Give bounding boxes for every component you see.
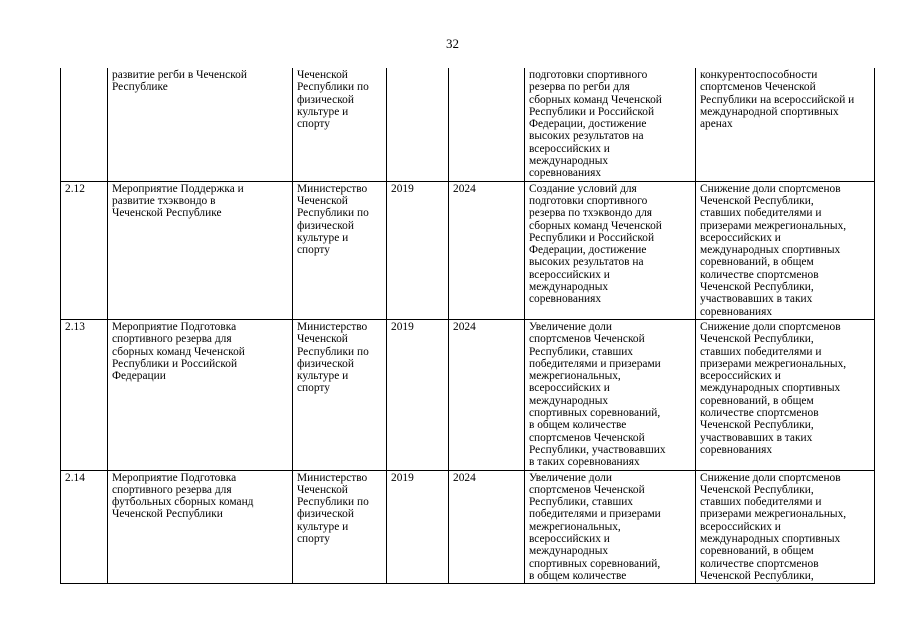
indicator-cell: Снижение доли спортсменов Чеченской Республики, ставших победителями и призерами межрегиональных, всероссийских и международных спортивных соревнований, в общем количестве спортсменов Чеченской Республики, участвовавших в таких соревнованиях <box>696 319 875 470</box>
expected-result-cell: подготовки спортивного резерва по регби для сборных команд Чеченской Республики и Российской Федерации, достижение высоких результатов на всероссийских и международных соревнованиях <box>525 68 696 181</box>
row-number-cell: 2.12 <box>61 181 108 319</box>
start-year-cell: 2019 <box>387 319 449 470</box>
table-row <box>61 68 875 181</box>
executor-cell: Министерство Чеченской Республики по физической культуре и спорту <box>293 319 387 470</box>
end-year-cell: 2024 <box>449 470 525 584</box>
expected-result-cell: Увеличение доли спортсменов Чеченской Республики, ставших победителями и призерами межрегиональных, всероссийских и международных спортивных соревнований, в общем количестве спортсменов Чеченской Республики, участвовавших в таких соревнованиях <box>525 319 696 470</box>
table-row <box>61 181 875 319</box>
event-cell: Мероприятие Подготовка спортивного резерва для сборных команд Чеченской Республики и Российской Федерации <box>108 319 293 470</box>
indicator-cell: Снижение доли спортсменов Чеченской Республики, ставших победителями и призерами межрегиональных, всероссийских и международных спортивных соревнований, в общем количестве спортсменов Чеченской Республики, <box>696 470 875 584</box>
start-year-cell: 2019 <box>387 470 449 584</box>
table-row <box>61 319 875 470</box>
end-year-cell: 2024 <box>449 181 525 319</box>
table-row <box>61 470 875 584</box>
start-year-cell <box>387 68 449 181</box>
row-number-cell <box>61 68 108 181</box>
measures-table <box>60 68 875 584</box>
end-year-cell: 2024 <box>449 319 525 470</box>
event-cell: развитие регби в Чеченской Республике <box>108 68 293 181</box>
executor-cell: Чеченской Республики по физической культуре и спорту <box>293 68 387 181</box>
expected-result-cell: Создание условий для подготовки спортивного резерва по тхэквондо для сборных команд Чеченской Республики и Российской Федерации, достижение высоких результатов на всероссийских и международных соревнованиях <box>525 181 696 319</box>
event-cell: Мероприятие Подготовка спортивного резерва для футбольных сборных команд Чеченской Республики <box>108 470 293 584</box>
start-year-cell: 2019 <box>387 181 449 319</box>
executor-cell: Министерство Чеченской Республики по физической культуре и спорту <box>293 470 387 584</box>
executor-cell: Министерство Чеченской Республики по физической культуре и спорту <box>293 181 387 319</box>
indicator-cell: Снижение доли спортсменов Чеченской Республики, ставших победителями и призерами межрегиональных, всероссийских и международных спортивных соревнований, в общем количестве спортсменов Чеченской Республики, участвовавших в таких соревнованиях <box>696 181 875 319</box>
indicator-cell: конкурентоспособности спортсменов Чеченской Республики на всероссийской и международной спортивных аренах <box>696 68 875 181</box>
page-number: 32 <box>446 36 459 51</box>
row-number-cell: 2.14 <box>61 470 108 584</box>
event-cell: Мероприятие Поддержка и развитие тхэквондо в Чеченской Республике <box>108 181 293 319</box>
row-number-cell: 2.13 <box>61 319 108 470</box>
end-year-cell <box>449 68 525 181</box>
expected-result-cell: Увеличение доли спортсменов Чеченской Республики, ставших победителями и призерами межрегиональных, всероссийских и международных спортивных соревнований, в общем количестве <box>525 470 696 584</box>
